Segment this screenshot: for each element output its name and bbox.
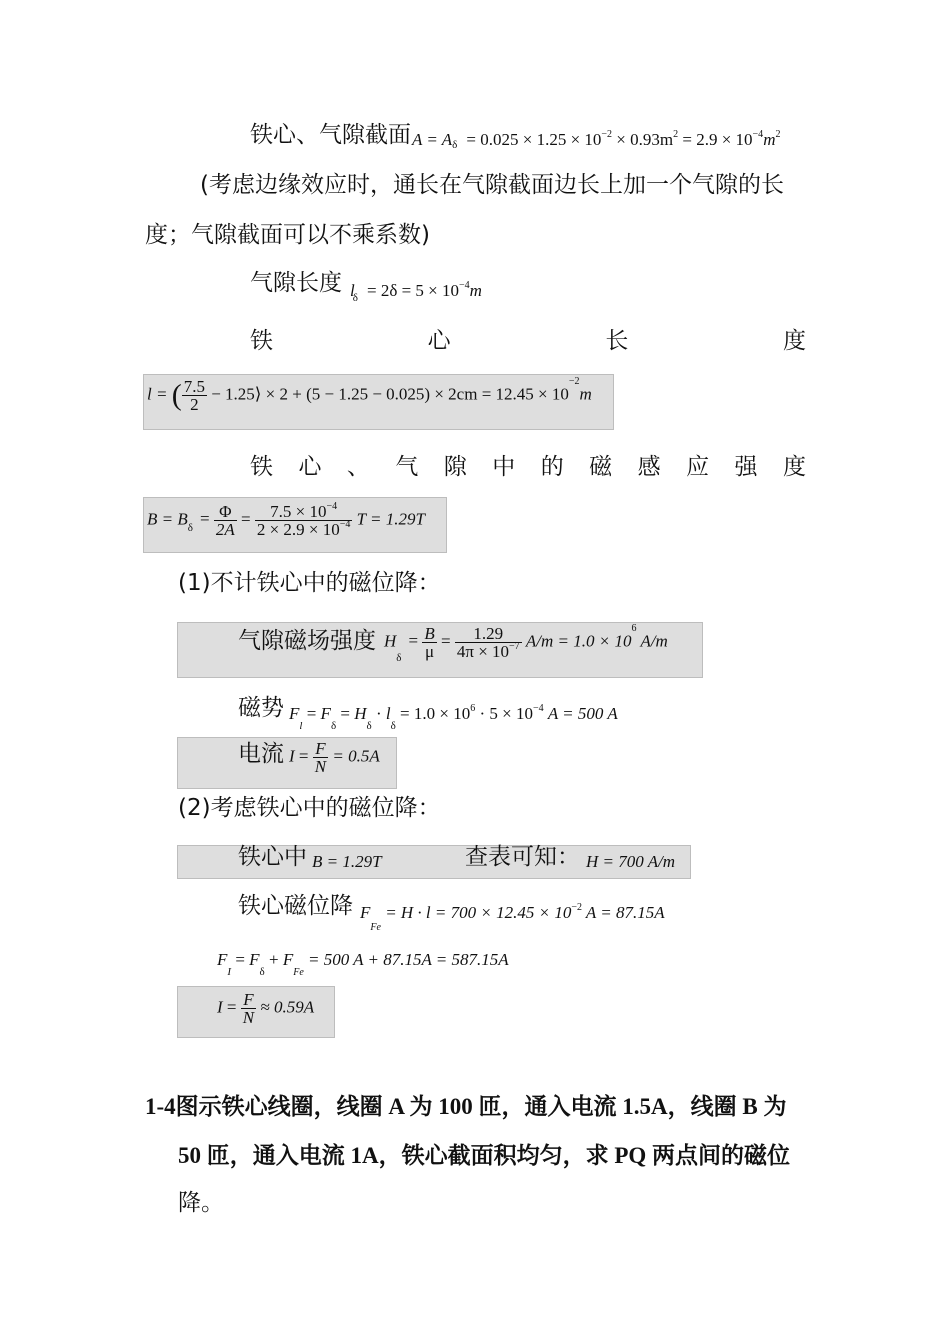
gap-field-formula: H δ = $\frac{B}{\mu}$ = $\frac{1.29}{4\pi \times 10^{-7}}$ $A/m = 1.0 \times 10^6$ A/m [384,623,668,665]
problem-line-2: 50 匝，通入电流 1A，铁心截面积均匀，求 PQ 两点间的磁位 [178,1143,791,1168]
current-label: 电流 [238,741,284,767]
edge-note-2: 度；气隙截面可以不乘系数) [145,222,430,248]
core-length-formula: l = ( $\frac{7.5}{2}$ − 1.25⟩ × $2 + (5 - 1.25 - 0.025) \times 2cm = 12.45 \times 10^{-2}m$ [147,376,592,414]
flux-density-heading: 铁 心 、 气 隙 中 的 磁 感 应 强 度 [250,454,806,480]
gap-length-label: 气隙长度 [250,270,342,296]
core-drop-formula: $F_{Fe} = H \cdot l = 700 \times 12.45 \times 10^{-2}$ A = 87.15A [360,902,665,933]
core-B-value: B = 1.29T [312,852,382,871]
problem-line-1: 1-4图示铁心线圈，线圈 A 为 100 匝，通入电流 1.5A，线圈 B 为 [145,1094,787,1119]
total-mmf-formula: $F_I = F_\delta + F_{Fe} = 500$ A + 87.15A = 587.15A [217,950,509,978]
area-formula: A = A δ = $0.025 \times 1.25 \times 10^{-2} \times 0.93m^2 = 2.9 \times 10^{-4}m^2$ [412,129,781,151]
problem-line-3: 降。 [178,1190,224,1216]
current2-formula: I = $\frac{F}{N}$ ≈ 0.59A [217,990,315,1027]
core-length-heading: 铁 心 长 度 [250,328,806,354]
part2-title: (2)考虑铁心中的磁位降： [178,795,441,821]
core-drop-label: 铁心磁位降 [238,893,353,919]
gap-field-label: 气隙磁场强度 [238,628,376,654]
gap-length-formula: l δ = $2\delta = 5 \times 10^{-4}m$ [350,280,482,304]
lookup-label: 查表可知： [465,844,580,870]
lookup-H-value: H = 700 A/m [586,852,676,871]
flux-density-formula: B = B δ = $\frac{\Phi}{2A}$ = $\frac{7.5 \times 10^{-4}}{2 \times 2.9 \times 10^{-4}}$ T = 1.29T [147,501,425,539]
edge-note-1: (考虑边缘效应时，通长在气隙截面边长上加一个气隙的长 [200,172,784,198]
current1-formula: I = $\frac{F}{N}$ = 0.5A [289,739,380,776]
mmf-formula: $F_l = F_\delta = H_\delta \cdot l_\delta = 1.0 \times 10^6 \cdot 5 \times 10^{-4}$ A = 500 A [289,703,618,732]
area-label: 铁心、气隙截面 [250,122,411,148]
mmf-label: 磁势 [238,695,284,721]
core-B-label: 铁心中 [238,844,307,870]
part1-title: (1)不计铁心中的磁位降： [178,570,441,596]
